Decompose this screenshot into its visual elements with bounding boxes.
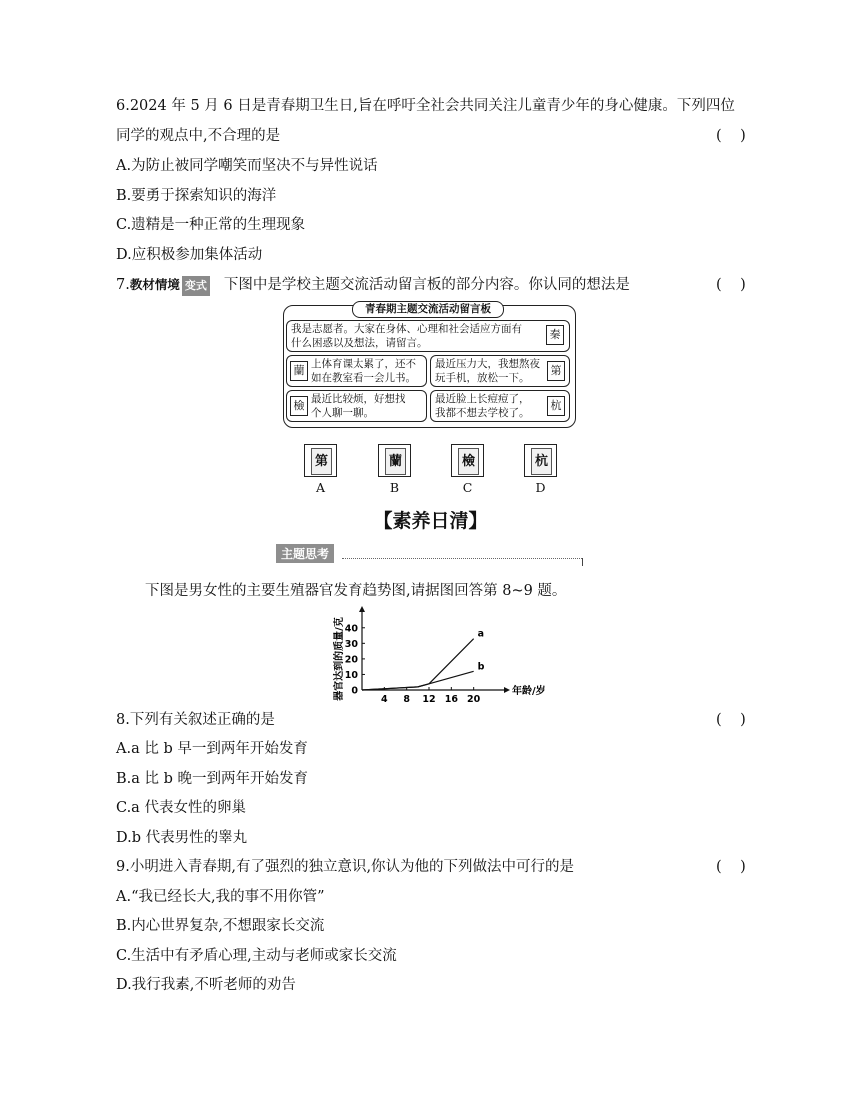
q6-option-b: B.要勇于探索知识的海洋 (116, 188, 277, 204)
message-right-1-line1: 最近压力大，我想熬夜 (435, 358, 540, 370)
y-tick-label: 20 (344, 654, 358, 666)
q7-answer-parens: ( ) (716, 277, 746, 293)
x-tick-label: 8 (403, 694, 410, 705)
x-axis-title: 年龄/岁 (512, 686, 546, 697)
option-a-seal-icon: 第 (304, 444, 337, 477)
q6-option-a: A.为防止被同学嘲笑而坚决不与异性说话 (116, 158, 378, 174)
message-left-1-line1: 上体育课太累了，还不 (311, 358, 416, 370)
message-right-1 (430, 355, 570, 387)
option-b-seal-icon: 蘭 (378, 444, 411, 477)
q8-option-c: C.a 代表女性的卵巢 (116, 800, 246, 816)
option-d-seal-icon: 杭 (524, 444, 557, 477)
x-tick-label: 16 (444, 694, 458, 705)
message-left-2 (286, 390, 427, 422)
seal-icon-qin: 秦 (546, 325, 564, 345)
q6-option-c: C.遗精是一种正常的生理现象 (116, 217, 306, 233)
q8-stem: 8.下列有关叙述正确的是 (116, 712, 275, 728)
growth-chart (332, 608, 572, 708)
option-d-label: D (535, 480, 546, 495)
series-label-a: a (477, 628, 485, 640)
x-tick-label: 4 (381, 694, 388, 705)
x-tick-label: 20 (467, 694, 481, 705)
y-axis-arrow (359, 606, 365, 612)
seal-icon-b: 蘭 (290, 361, 308, 381)
q9-option-a: A.“我已经长大,我的事不用你管” (116, 889, 325, 905)
series-line-a (362, 639, 474, 690)
y-tick-label: 30 (344, 638, 358, 650)
seal-icon-c: 檢 (290, 396, 308, 416)
message-volunteer (286, 320, 570, 352)
theme-tag: 主题思考 (276, 544, 334, 563)
x-axis-arrow (504, 687, 510, 693)
q8-option-d: D.b 代表男性的睾丸 (116, 830, 248, 846)
message-volunteer-line2: 什么困惑以及想法，请留言。 (291, 337, 428, 349)
option-b-label: B (389, 480, 400, 495)
q8-answer-parens: ( ) (716, 712, 746, 728)
q9-option-b: B.内心世界复杂,不想跟家长交流 (116, 918, 325, 934)
y-tick-label: 40 (344, 623, 358, 635)
message-right-2-line1: 最近脸上长痘痘了， (435, 393, 530, 405)
message-right-2 (430, 390, 570, 422)
y-axis-title: 器官达到的质量/克 (334, 617, 345, 701)
q8-option-b: B.a 比 b 晚一到两年开始发育 (116, 771, 309, 787)
message-volunteer-line1: 我是志愿者。大家在身体、心理和社会适应方面有 (291, 323, 522, 335)
seal-icon-d: 杭 (547, 396, 565, 416)
option-c-seal-icon: 檢 (451, 444, 484, 477)
message-left-2-line1: 最近比较烦，好想找 (311, 393, 406, 405)
series-label-b: b (477, 661, 485, 673)
q6-stem-line1: 6.2024 年 5 月 6 日是青春期卫生日,旨在呼吁全社会共同关注儿童青少年的身心健康。下列四位 (116, 98, 735, 114)
message-board-title: 青春期主题交流活动留言板 (352, 301, 504, 318)
message-left-1 (286, 355, 427, 387)
q6-answer-parens: ( ) (716, 128, 746, 144)
q7-tag-context: 教材情境 (129, 277, 180, 292)
x-tick-label: 12 (422, 694, 436, 705)
y-tick-label: 10 (344, 669, 358, 681)
q7-stem (116, 275, 630, 296)
theme-divider (342, 558, 582, 559)
option-c-label: C (462, 480, 473, 495)
q7-stem-text: 下图中是学校主题交流活动留言板的部分内容。你认同的想法是 (223, 277, 630, 293)
q8-option-a: A.a 比 b 早一到两年开始发育 (116, 741, 308, 757)
q7-number: 7. (116, 277, 130, 293)
option-a-label: A (315, 480, 326, 495)
seal-icon-a: 第 (547, 361, 565, 381)
series-line-b (362, 671, 474, 690)
q6-stem-line2: 同学的观点中,不合理的是 (116, 128, 281, 144)
q6-option-d: D.应积极参加集体活动 (116, 247, 263, 263)
q7-tag-variant: 变式 (182, 276, 210, 296)
q9-answer-parens: ( ) (716, 859, 746, 875)
theme-divider-end (582, 558, 583, 566)
y-tick-label: 0 (351, 685, 358, 697)
q9-option-d: D.我行我素,不听老师的劝告 (116, 977, 296, 993)
message-right-1-line2: 玩手机，放松一下。 (435, 372, 530, 384)
message-left-1-line2: 如在教室看一会儿书。 (311, 372, 416, 384)
message-right-2-line2: 我都不想去学校了。 (435, 407, 530, 419)
section-intro: 下图是男女性的主要生殖器官发育趋势图,请据图回答第 8~9 题。 (145, 583, 567, 599)
q9-option-c: C.生活中有矛盾心理,主动与老师或家长交流 (116, 948, 397, 964)
section-title: 【素养日清】 (373, 510, 488, 532)
q9-stem: 9.小明进入青春期,有了强烈的独立意识,你认为他的下列做法中可行的是 (116, 859, 575, 875)
message-left-2-line2: 个人聊一聊。 (311, 407, 374, 419)
